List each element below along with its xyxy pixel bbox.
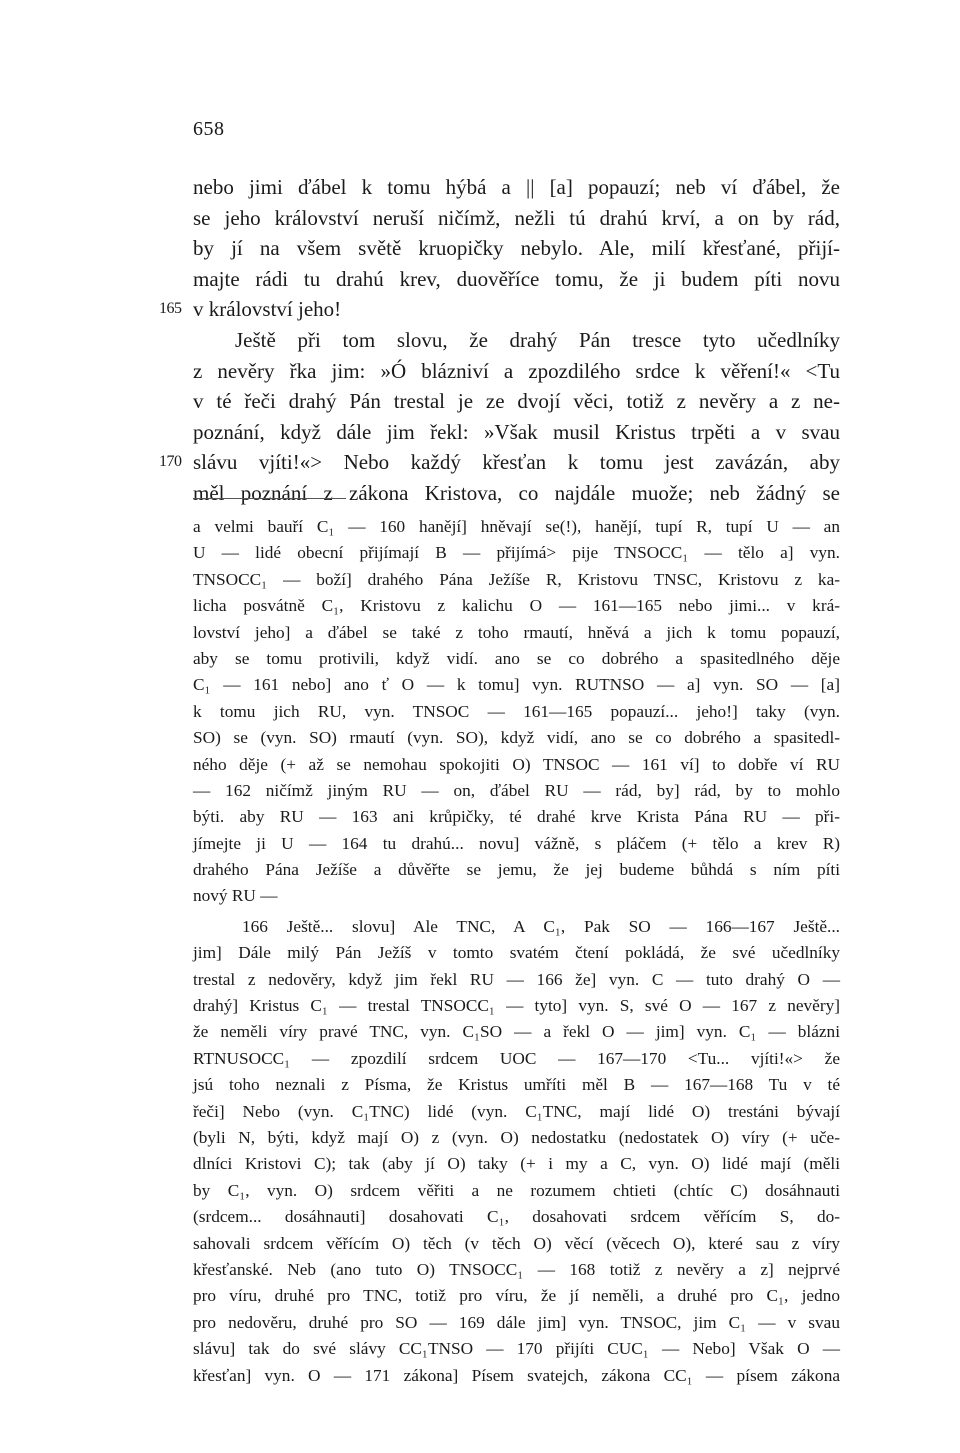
main-line (159, 447, 840, 478)
apparatus-line: ného děje (+ až se nemohau spokojiti O) TNSOC — 161 ví] to dobře ví RU (193, 754, 840, 774)
line-text: z nevěry řka jim: »Ó blázniví a zpozdilého srdce k věření!« <Tu (193, 358, 840, 383)
line-text: by jí na všem světě kruopičky nebylo. Ale, milí křesťané, přijí- (193, 236, 840, 261)
apparatus-line: drahého Pána Ježíše a důvěřte se jemu, že jej budeme bůhdá s ním píti (193, 860, 840, 880)
apparatus-line: drahý] Kristus C₁ — trestal TNSOCC₁ — tyto] vyn. S, své O — 167 z nevěry] (193, 996, 840, 1016)
apparatus-line: býti. aby RU — 163 ani krůpičky, té drahé krve Krista Pána RU — při- (193, 807, 840, 827)
apparatus-line: U — lidé obecní přijímají B — přijímá> pije TNSOCC₁ — tělo a] vyn. (193, 543, 840, 563)
line-text: v té řeči drahý Pán trestal je ze dvojí věci, totiž z nevěry a z ne- (193, 389, 840, 414)
apparatus-line: nový RU — (193, 886, 278, 906)
apparatus-line: jímejte ji U — 164 tu drahú... novu] vážně, s pláčem (+ tělo a krev R) (193, 833, 840, 853)
apparatus-line: lovství jeho] a ďábel se také z toho rmautí, hněvá a jich k tomu popauzí, (193, 622, 840, 642)
apparatus-line: SO) se (vyn. SO) rmautí (vyn. SO), když vidí, ano se co dobrého a spasitedl- (193, 728, 840, 748)
apparatus-line: dlníci Kristovi C); tak (aby jí O) taky (+ i my a C, vyn. O) lidé mají (měli (193, 1154, 840, 1174)
main-line (193, 172, 840, 203)
line-text: poznání, když dále jim řekl: »Však musil Kristus trpěti a v svau (193, 419, 840, 444)
line-text: Ještě při tom slovu, že drahý Pán tresce tyto učedlníky (235, 327, 840, 352)
apparatus-line: řeči] Nebo (vyn. C₁TNC) lidé (vyn. C₁TNC, mají lidé O) trestáni bývají (193, 1101, 840, 1121)
main-line (193, 478, 840, 509)
main-line (193, 325, 840, 356)
apparatus-line: (srdcem... dosáhnauti] dosahovati C₁, dosahovati srdcem věřícím S, do- (193, 1207, 840, 1227)
apparatus-line: jsú toho neznali z Písma, že Kristus umříti měl B — 167—168 Tu v té (193, 1075, 840, 1095)
apparatus-line: TNSOCC₁ — boží] drahého Pána Ježíše R, Kristovu TNSC, Kristovu z ka- (193, 569, 840, 589)
apparatus-line: křesťanské. Neb (ano tuto O) TNSOCC₁ — 168 totiž z nevěry a z] nejprvé (193, 1259, 840, 1279)
apparatus-line: RTNUSOCC₁ — zpozdilí srdcem UOC — 167—170 <Tu... vjíti!«> že (193, 1048, 840, 1068)
apparatus-line: C₁ — 161 nebo] ano ť O — k tomu] vyn. RUTNSO — a] vyn. SO — [a] (193, 675, 840, 695)
apparatus-line: aby se tomu protivili, když vidí. ano se co dobrého a spasitedlného děje (193, 648, 840, 668)
main-line (193, 356, 840, 387)
main-line (193, 386, 840, 417)
line-text: nebo jimi ďábel k tomu hýbá a || [a] popauzí; neb ví ďábel, že (193, 175, 840, 199)
apparatus-line: křesťan] vyn. O — 171 zákona] Písem svatejch, zákona CC₁ — písem zákona (193, 1365, 840, 1385)
main-text (159, 172, 840, 509)
apparatus-line: že neměli víry pravé TNC, vyn. C₁SO — a řekl O — jim] vyn. C₁ — blázni (193, 1022, 840, 1042)
line-text: se jeho království neruší ničímž, nežli tú drahú krví, a on by rád, (193, 205, 840, 230)
line-text: měl poznání z zákona Kristova, co najdále muože; neb žádný se (193, 480, 840, 505)
apparatus-line: (byli N, býti, když mají O) z (vyn. O) nedostatku (nedostatek O) víry (+ uče- (193, 1127, 840, 1147)
apparatus-line: pro nedověru, druhé pro SO — 169 dále jim] vyn. TNSOC, jim C₁ — v svau (193, 1312, 840, 1332)
apparatus-line: slávu] tak do své slávy CC₁TNSO — 170 přijíti CUC₁ — Nebo] Však O — (193, 1339, 840, 1359)
main-line (159, 294, 840, 325)
page-number: 658 (193, 118, 225, 140)
apparatus-line: sahovali srdcem věřícím O) těch (v těch O) věcí (věcech O), které sau z víry (193, 1233, 840, 1253)
apparatus-line: licha posvátně C₁, Kristovu z kalichu O — 161—165 nebo jimi... v krá- (193, 596, 840, 616)
main-line (193, 203, 840, 234)
apparatus-line: 166 Ještě... slovu] Ale TNC, A C₁, Pak SO — 166—167 Ještě... (242, 916, 840, 936)
line-text: majte rádi tu drahú krev, duověříce tomu, že ji budem píti novu (193, 266, 840, 291)
critical-apparatus (193, 514, 840, 1389)
apparatus-line: k tomu jich RU, vyn. TNSOC — 161—165 popauzí... jeho!] taky (vyn. (193, 701, 840, 721)
apparatus-line: — 162 ničímž jiným RU — on, ďábel RU — rád, by] rád, by to mohlo (193, 780, 840, 800)
apparatus-line: trestal z nedověry, když jim řekl RU — 166 že] vyn. C — tuto drahý O — (193, 969, 840, 989)
apparatus-line: jim] Dále milý Pán Ježíš v tomto svatém čtení pokládá, že své učedlníky (193, 943, 840, 963)
apparatus-line: a velmi bauří C₁ — 160 hanějí] hněvají se(!), hanějí, tupí R, tupí U — an (193, 517, 840, 536)
line-text: slávu vjíti!«> Nebo každý křesťan k tomu jest zavázán, aby (193, 450, 840, 475)
apparatus-line: pro víru, druhé pro TNC, totiž pro víru, že jí neměli, a druhé pro C₁, jedno (193, 1286, 840, 1306)
main-line (193, 264, 840, 295)
footnote-separator (193, 498, 346, 499)
line-text: v království jeho! (193, 297, 342, 322)
line-number: 165 (159, 300, 182, 318)
main-line (193, 417, 840, 448)
apparatus-line: by C₁, vyn. O) srdcem věřiti a ne rozumem chtieti (chtíc C) dosáhnauti (193, 1180, 840, 1200)
main-line (193, 233, 840, 264)
line-number: 170 (159, 453, 182, 471)
